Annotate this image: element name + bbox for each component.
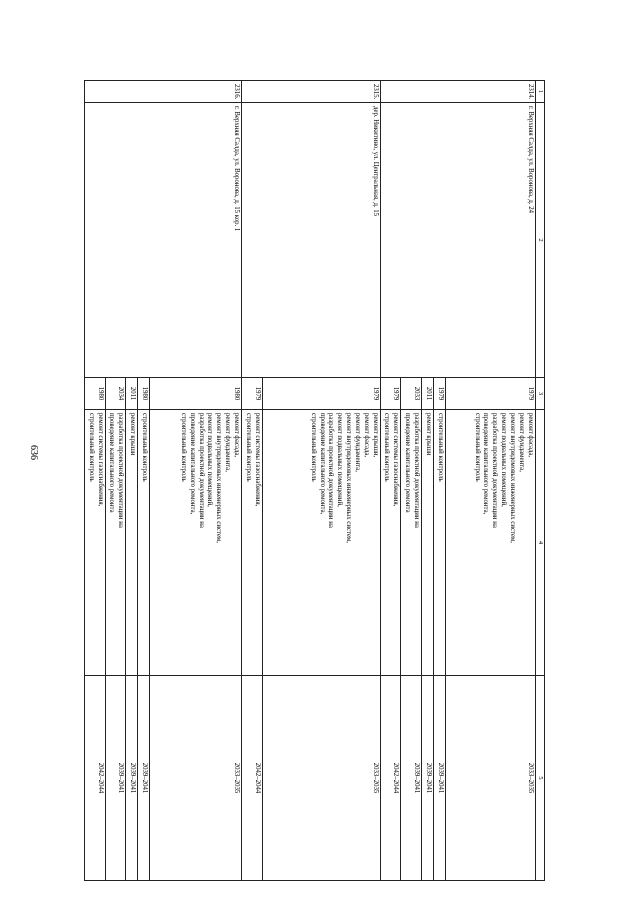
period-cell: 2039–2041: [105, 676, 126, 881]
column-header: 5: [535, 676, 544, 881]
work-item: ремонт крыши,: [371, 413, 379, 458]
rotated-table-wrapper: [85, 80, 545, 880]
year-cell: 2034: [105, 378, 126, 410]
work-item: разработка проектной документации на: [412, 413, 420, 528]
work-item: ремонт подвальных помещений,: [206, 413, 214, 507]
work-item: ремонт крыши: [424, 413, 432, 456]
table-body: [84, 81, 535, 881]
work-item: ремонт фасада,: [526, 413, 534, 458]
work-item: ремонт системы газоснабжения,: [96, 413, 104, 507]
period-cell: 2039–2041: [401, 676, 422, 881]
work-item: ремонт фундамента,: [353, 413, 361, 472]
work-item: проведение капитального ремонта,: [482, 413, 490, 515]
work-item: строительный контроль: [179, 413, 187, 482]
column-header: 1: [535, 81, 544, 103]
work-item: ремонт подвальных помещений,: [336, 413, 344, 507]
column-header: 3: [535, 378, 544, 410]
table-row: [262, 81, 380, 881]
works-cell: [138, 410, 150, 676]
work-item: разработка проектной документации на: [327, 413, 335, 528]
work-item: разработка проектной документации на: [491, 413, 499, 528]
work-item: проведение капитального ремонта,: [318, 413, 326, 515]
works-cell: [421, 410, 433, 676]
works-cell: [149, 410, 241, 676]
year-cell: 1979: [445, 378, 535, 410]
work-item: ремонт фундамента,: [224, 413, 232, 472]
year-cell: 1980: [149, 378, 241, 410]
year-cell: 1980: [138, 378, 150, 410]
works-cell: [401, 410, 422, 676]
works-cell: [262, 410, 380, 676]
period-cell: 2042–2044: [380, 676, 401, 881]
work-item: ремонт внутридомовых инженерных систем,: [215, 413, 223, 543]
period-cell: 2033–2035: [149, 676, 241, 881]
header-row: [535, 81, 544, 881]
works-cell: [84, 410, 105, 676]
period-cell: 2033–2035: [262, 676, 380, 881]
work-item: строительный контроль: [383, 413, 391, 482]
work-item: ремонт подвальных помещений,: [500, 413, 508, 507]
work-item: разработка проектной документации на: [117, 413, 125, 528]
period-cell: 2039–2041: [421, 676, 433, 881]
year-cell: 1979: [241, 378, 262, 410]
period-cell: 2039–2041: [138, 676, 150, 881]
address-cell: г. Верхняя Салда, ул. Воронова, д. 24: [380, 103, 535, 378]
year-cell: 1979: [433, 378, 445, 410]
table-row: [445, 81, 535, 881]
work-item: проведение капитального ремонта: [404, 413, 412, 513]
works-cell: [433, 410, 445, 676]
work-item: ремонт фундамента,: [517, 413, 525, 472]
record-number: 2314.: [380, 81, 535, 103]
work-item: ремонт фасада,: [362, 413, 370, 458]
work-item: ремонт фасада,: [232, 413, 240, 458]
year-cell: 1979: [380, 378, 401, 410]
work-item: ремонт крыши: [129, 413, 137, 456]
year-cell: 2033: [401, 378, 422, 410]
column-header: 4: [535, 410, 544, 676]
page-number: 636: [28, 445, 39, 460]
period-cell: 2039–2041: [433, 676, 445, 881]
year-cell: 2011: [126, 378, 138, 410]
work-item: проведение капитального ремонта,: [188, 413, 196, 515]
period-cell: 2039–2041: [126, 676, 138, 881]
work-item: разработка проектной документации на: [197, 413, 205, 528]
works-cell: [445, 410, 535, 676]
year-cell: 2011: [421, 378, 433, 410]
work-item: строительный контроль: [87, 413, 95, 482]
work-item: строительный контроль: [309, 413, 317, 482]
period-cell: 2033–2035: [445, 676, 535, 881]
works-cell: [105, 410, 126, 676]
record-number: 2315.: [241, 81, 380, 103]
work-item: ремонт системы газоснабжения,: [253, 413, 261, 507]
work-item: строительный контроль: [244, 413, 252, 482]
works-cell: [241, 410, 262, 676]
address-cell: г. Верхняя Салда, ул. Воронова, д. 15 кор. 1: [84, 103, 241, 378]
work-item: ремонт внутридомовых инженерных систем,: [345, 413, 353, 543]
work-item: ремонт внутридомовых инженерных систем,: [508, 413, 516, 543]
work-item: строительный контроль: [140, 413, 148, 482]
year-cell: 1979: [262, 378, 380, 410]
year-cell: 1980: [84, 378, 105, 410]
repair-schedule-table: [84, 80, 545, 881]
address-cell: дер. Никитино, ул. Центральная, д. 15: [241, 103, 380, 378]
work-item: строительный контроль: [473, 413, 481, 482]
period-cell: 2042–2044: [84, 676, 105, 881]
column-header: 2: [535, 103, 544, 378]
work-item: строительный контроль: [436, 413, 444, 482]
work-item: ремонт системы газоснабжения,: [392, 413, 400, 507]
works-cell: [126, 410, 138, 676]
work-item: проведение капитального ремонта: [108, 413, 116, 513]
record-number: 2316.: [84, 81, 241, 103]
table-row: [149, 81, 241, 881]
period-cell: 2042–2044: [241, 676, 262, 881]
works-cell: [380, 410, 401, 676]
